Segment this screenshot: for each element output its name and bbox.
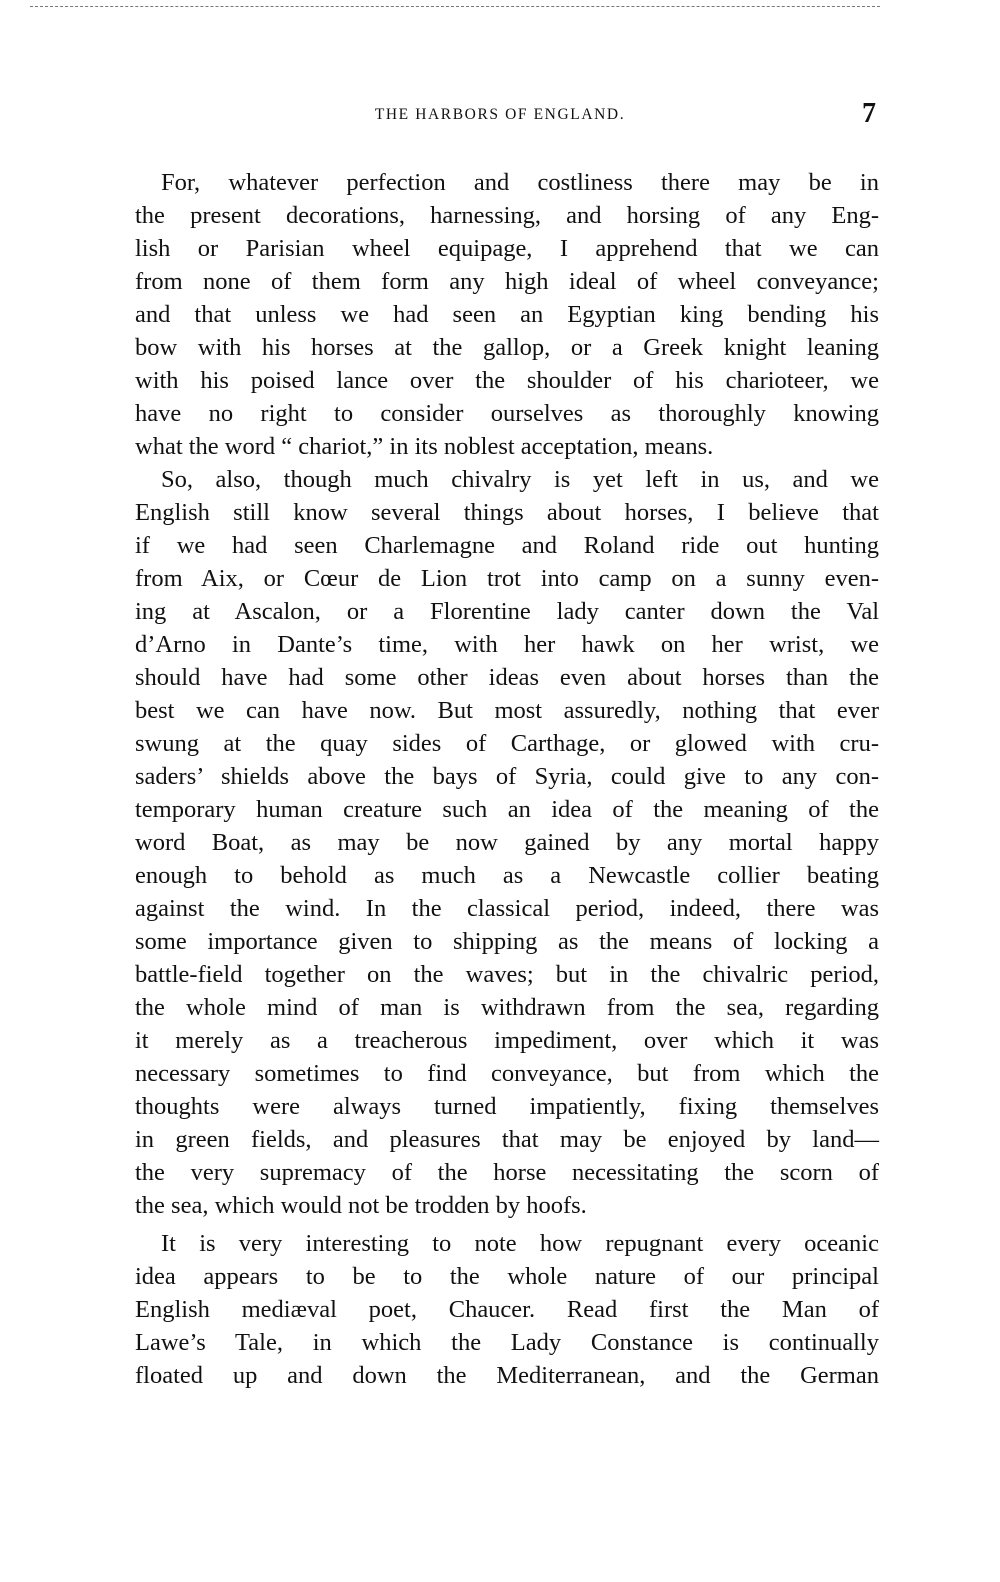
text-line: the whole mind of man is withdrawn from the sea, regarding <box>135 994 879 1021</box>
text-line: enough to behold as much as a Newcastle collier beating <box>135 862 879 889</box>
paragraph <box>135 1227 879 1392</box>
text-line: against the wind. In the classical period, indeed, there was <box>135 895 879 922</box>
text-line: in green fields, and pleasures that may be enjoyed by land— <box>135 1126 879 1153</box>
text-line: d’Arno in Dante’s time, with her hawk on her wrist, we <box>135 631 879 658</box>
text-line: what the word “ chariot,” in its noblest acceptation, means. <box>135 433 714 460</box>
text-line: battle-field together on the waves; but in the chivalric period, <box>135 961 879 988</box>
text-line: and that unless we had seen an Egyptian king bending his <box>135 301 879 328</box>
text-line: the sea, which would not be trodden by hoofs. <box>135 1192 587 1219</box>
scan-edge-artifact <box>30 6 880 7</box>
text-line: from none of them form any high ideal of wheel conveyance; <box>135 268 879 295</box>
text-line: lish or Parisian wheel equipage, I apprehend that we can <box>135 235 879 262</box>
page-number: 7 <box>862 98 876 129</box>
text-line: have no right to consider ourselves as thoroughly knowing <box>135 400 879 427</box>
text-line: the very supremacy of the horse necessitating the scorn of <box>135 1159 879 1186</box>
paragraph <box>135 463 879 1222</box>
text-line: temporary human creature such an idea of the meaning of the <box>135 796 879 823</box>
text-line: from Aix, or Cœur de Lion trot into camp on a sunny even- <box>135 565 879 592</box>
text-line: Lawe’s Tale, in which the Lady Constance is continually <box>135 1329 879 1356</box>
text-line: the present decorations, harnessing, and horsing of any Eng- <box>135 202 879 229</box>
text-line: thoughts were always turned impatiently, fixing themselves <box>135 1093 879 1120</box>
text-line: saders’ shields above the bays of Syria, could give to any con- <box>135 763 879 790</box>
text-line: some importance given to shipping as the means of locking a <box>135 928 879 955</box>
text-line: with his poised lance over the shoulder of his charioteer, we <box>135 367 879 394</box>
text-line: English still know several things about horses, I believe that <box>135 499 879 526</box>
paragraph <box>135 166 879 463</box>
text-line: idea appears to be to the whole nature of our principal <box>135 1263 879 1290</box>
text-line: floated up and down the Mediterranean, and the German <box>135 1362 879 1389</box>
text-line: should have had some other ideas even about horses than the <box>135 664 879 691</box>
text-line: ing at Ascalon, or a Florentine lady canter down the Val <box>135 598 879 625</box>
text-line: word Boat, as may be now gained by any mortal happy <box>135 829 879 856</box>
text-line: bow with his horses at the gallop, or a Greek knight leaning <box>135 334 879 361</box>
running-title: THE HARBORS OF ENGLAND. <box>374 106 626 123</box>
text-line: it merely as a treacherous impediment, over which it was <box>135 1027 879 1054</box>
body-text <box>135 166 879 1392</box>
text-line: English mediæval poet, Chaucer. Read first the Man of <box>135 1296 879 1323</box>
text-line: It is very interesting to note how repugnant every oceanic <box>161 1230 879 1257</box>
text-line: For, whatever perfection and costliness there may be in <box>161 169 879 196</box>
text-line: So, also, though much chivalry is yet left in us, and we <box>161 466 879 493</box>
text-line: necessary sometimes to find conveyance, but from which the <box>135 1060 879 1087</box>
text-line: swung at the quay sides of Carthage, or glowed with cru- <box>135 730 879 757</box>
text-line: best we can have now. But most assuredly, nothing that ever <box>135 697 879 724</box>
text-line: if we had seen Charlemagne and Roland ride out hunting <box>135 532 879 559</box>
